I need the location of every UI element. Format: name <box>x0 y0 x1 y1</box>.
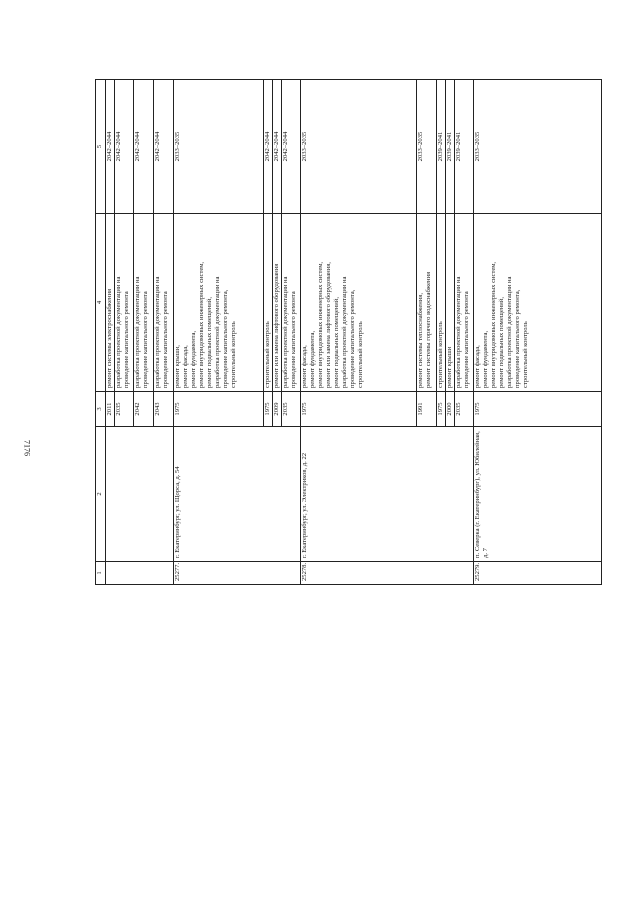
address-cell: п. Северка (г. Екатеринбург), ул. Юбилейная, д. 7 <box>474 427 602 562</box>
work-line: ремонт системы электроснабжения <box>106 288 113 388</box>
work-line: строительный контроль <box>522 321 530 388</box>
work-line: проведение капитального ремонта <box>463 291 471 388</box>
work-line: ремонт фасада, <box>182 345 190 388</box>
work-line: проведение капитального ремонта <box>290 291 298 388</box>
work-line: разработка проектной документации на <box>134 276 142 388</box>
work-line: ремонт системы теплоснабжения, <box>417 293 425 388</box>
page-number: 7176 <box>22 440 32 456</box>
work-line: ремонт внутридомовых инженерных систем, <box>490 261 498 388</box>
work-line: ремонт системы горячего водоснабжения <box>425 271 433 388</box>
work-line: разработка проектной документации на <box>154 276 162 388</box>
work-line: разработка проектной документации на <box>455 276 463 388</box>
header-col-4: 4 <box>96 214 106 392</box>
header-row <box>96 80 106 585</box>
period-cell: 2033–2035 <box>301 80 417 214</box>
work-line: проведение капитального ремонта <box>162 291 170 388</box>
period-cell: 2033–2035 <box>474 80 602 214</box>
period-cell: 2042–2044 <box>154 80 174 214</box>
work-line: ремонт фундамента, <box>309 330 317 388</box>
work-line: разработка проектной документации на <box>214 276 222 388</box>
row-number-cell <box>106 562 174 585</box>
table-row <box>106 80 115 585</box>
period-cell: 2039–2041 <box>455 80 474 214</box>
work-line: проведение капитального ремонта <box>123 291 131 388</box>
period-cell: 2042–2044 <box>106 80 115 214</box>
work-line: ремонт крыши <box>446 346 454 388</box>
row-number-cell: 25279. <box>474 562 602 585</box>
year-cell: 1975 <box>437 392 446 427</box>
work-cell <box>154 214 174 392</box>
work-line: разработка проектной документации на <box>115 276 123 388</box>
work-line: ремонт подвальных помещений, <box>498 297 506 388</box>
work-line: ремонт крыши, <box>174 345 182 388</box>
period-cell: 2042–2044 <box>273 80 282 214</box>
work-cell <box>174 214 264 392</box>
work-cell <box>455 214 474 392</box>
rotated-table-container <box>95 80 602 585</box>
work-line: разработка проектной документации на <box>341 276 349 388</box>
year-cell: 1975 <box>301 392 417 427</box>
address-cell: г. Екатеринбург, ул. Электриков, д. 22 <box>301 427 474 562</box>
period-cell: 2042–2044 <box>282 80 301 214</box>
year-cell: 2035 <box>455 392 474 427</box>
work-line: строительный контроль <box>437 321 445 388</box>
table-row <box>301 80 417 585</box>
work-cell <box>134 214 154 392</box>
address-cell <box>106 427 174 562</box>
year-cell: 1975 <box>264 392 273 427</box>
work-line: строительный контроль <box>357 321 365 388</box>
period-cell: 2042–2044 <box>134 80 154 214</box>
row-number-cell: 25277. <box>174 562 301 585</box>
work-cell <box>282 214 301 392</box>
period-cell: 2039–2041 <box>437 80 446 214</box>
header-col-5: 5 <box>96 80 106 214</box>
work-line: ремонт или замена лифтового оборудования, <box>325 262 333 388</box>
work-line: строительный контроль <box>230 321 238 388</box>
work-cell <box>474 214 602 392</box>
work-line: ремонт фасада, <box>301 345 309 388</box>
work-line: ремонт фасада, <box>474 345 482 388</box>
year-cell: 2009 <box>273 392 282 427</box>
work-line: ремонт или замена лифтового оборудования <box>273 263 281 388</box>
address-cell: г. Екатеринбург, ул. Щорса, д. 54 <box>174 427 301 562</box>
row-number-cell: 25278. <box>301 562 474 585</box>
work-line: ремонт подвальных помещений, <box>333 297 341 388</box>
year-cell: 2035 <box>282 392 301 427</box>
table-row <box>174 80 264 585</box>
work-cell <box>115 214 134 392</box>
work-cell <box>106 214 115 392</box>
work-cell <box>264 214 273 392</box>
work-line: ремонт фундамента, <box>482 330 490 388</box>
table-row <box>474 80 602 585</box>
work-line: разработка проектной документации на <box>282 276 290 388</box>
work-line: проведение капитального ремонта, <box>514 289 522 388</box>
work-line: строительный контроль <box>264 321 272 388</box>
work-line: проведение капитального ремонта, <box>349 289 357 388</box>
year-cell: 1975 <box>474 392 602 427</box>
header-col-2: 2 <box>96 427 106 562</box>
period-cell: 2039–2041 <box>446 80 455 214</box>
period-cell: 2042–2044 <box>264 80 273 214</box>
year-cell: 2011 <box>106 392 115 427</box>
work-line: ремонт подвальных помещений, <box>206 297 214 388</box>
work-line: ремонт фундамента, <box>190 330 198 388</box>
work-cell <box>417 214 437 392</box>
work-line: разработка проектной документации на <box>506 276 514 388</box>
year-cell: 2000 <box>446 392 455 427</box>
work-line: ремонт внутридомовых инженерных систем, <box>317 261 325 388</box>
work-cell <box>273 214 282 392</box>
work-cell <box>301 214 417 392</box>
period-cell: 2042–2044 <box>115 80 134 214</box>
year-cell: 2035 <box>115 392 134 427</box>
period-cell: 2033–2035 <box>174 80 264 214</box>
year-cell: 1975 <box>174 392 264 427</box>
work-cell <box>446 214 455 392</box>
work-cell <box>437 214 446 392</box>
year-cell: 2043 <box>154 392 174 427</box>
work-line: ремонт внутридомовых инженерных систем, <box>198 261 206 388</box>
year-cell: 1991 <box>417 392 437 427</box>
header-col-1: 1 <box>96 562 106 585</box>
repair-schedule-table <box>95 79 602 585</box>
work-line: проведение капитального ремонта <box>142 291 150 388</box>
header-col-3: 3 <box>96 392 106 427</box>
year-cell: 2042 <box>134 392 154 427</box>
period-cell: 2033–2035 <box>417 80 437 214</box>
work-line: проведение капитального ремонта, <box>222 289 230 388</box>
